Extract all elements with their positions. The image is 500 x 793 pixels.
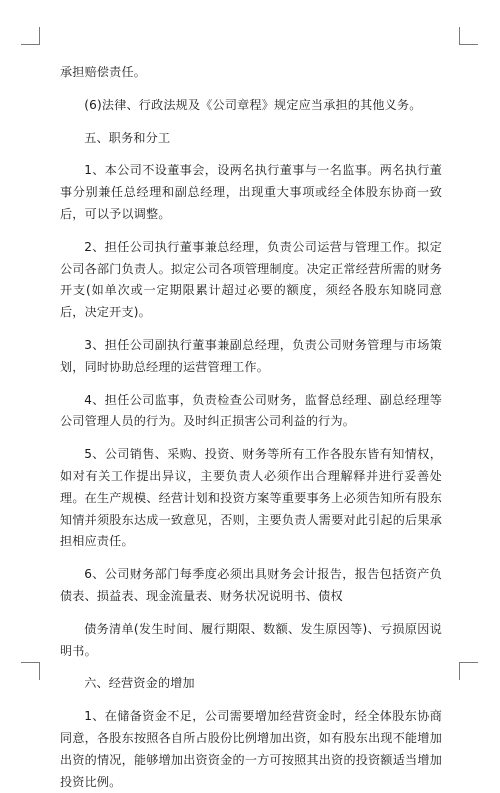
crop-mark-bottom-left-horizontal <box>21 662 40 663</box>
paragraph-duty-4: 4、担任公司监事，负责检查公司财务，监督总经理、副总经理等公司管理人员的行为。及时纠正损害公司利益的行为。 <box>60 392 442 429</box>
paragraph-debt-list: 债务清单(发生时间、履行期限、数额、发生原因等)、亏损原因说明书。 <box>60 621 442 658</box>
section-heading-capital: 六、经营资金的增加 <box>84 676 195 691</box>
paragraph-capital-1: 1、在储备资金不足，公司需要增加经营资金时，经全体股东协商同意，各股东按照各自所占股份比例增加出资，如有股东出现不能增加出资的情况，能够增加出资资金的一方可按照其出资的投资额适当增加投资比例。 <box>60 709 442 789</box>
crop-mark-bottom-right-horizontal <box>459 662 478 663</box>
document-body <box>60 62 442 793</box>
paragraph-other-obligations: (6)法律、行政法规及《公司章程》规定应当承担的其他义务。 <box>84 97 422 112</box>
crop-mark-top-right-vertical <box>459 27 460 45</box>
crop-mark-top-right-horizontal <box>459 44 478 45</box>
crop-mark-bottom-left-vertical <box>39 662 40 680</box>
paragraph-duty-5: 5、公司销售、采购、投资、财务等所有工作各股东皆有知情权，如对有关工作提出异议，主要负责人必须作出合理解释并进行妥善处理。在生产规模、经营计划和投资方案等重要事务上必须告知所有股东知情并须股东达成一致意见，否则，主要负责人需要对此引起的后果承担相应责任。 <box>60 447 442 549</box>
crop-mark-top-left-vertical <box>39 27 40 45</box>
section-heading-duties: 五、职务和分工 <box>84 130 171 145</box>
paragraph-liability-continuation: 承担赔偿责任。 <box>60 65 147 79</box>
crop-mark-bottom-right-vertical <box>459 662 460 680</box>
paragraph-duty-6: 6、公司财务部门每季度必须出具财务会计报告，报告包括资产负债表、损益表、现金流量表、财务状况说明书、债权 <box>60 567 442 603</box>
crop-mark-top-left-horizontal <box>21 44 40 45</box>
paragraph-duty-2: 2、担任公司执行董事兼总经理，负责公司运营与管理工作。拟定公司各部门负责人。拟定公司各项管理制度。决定正常经营所需的财务开支(如单次或一定期限累计超过必要的额度，须经各股东知晓同意后，决定开支)。 <box>60 239 442 320</box>
paragraph-duty-3: 3、担任公司副执行董事兼副总经理，负责公司财务管理与市场策划，同时协助总经理的运营管理工作。 <box>60 337 442 374</box>
paragraph-duty-1: 1、本公司不设董事会，设两名执行董事与一名监事。两名执行董事分别兼任总经理和副总经理，出现重大事项或经全体股东协商一致后，可以予以调整。 <box>60 163 442 221</box>
